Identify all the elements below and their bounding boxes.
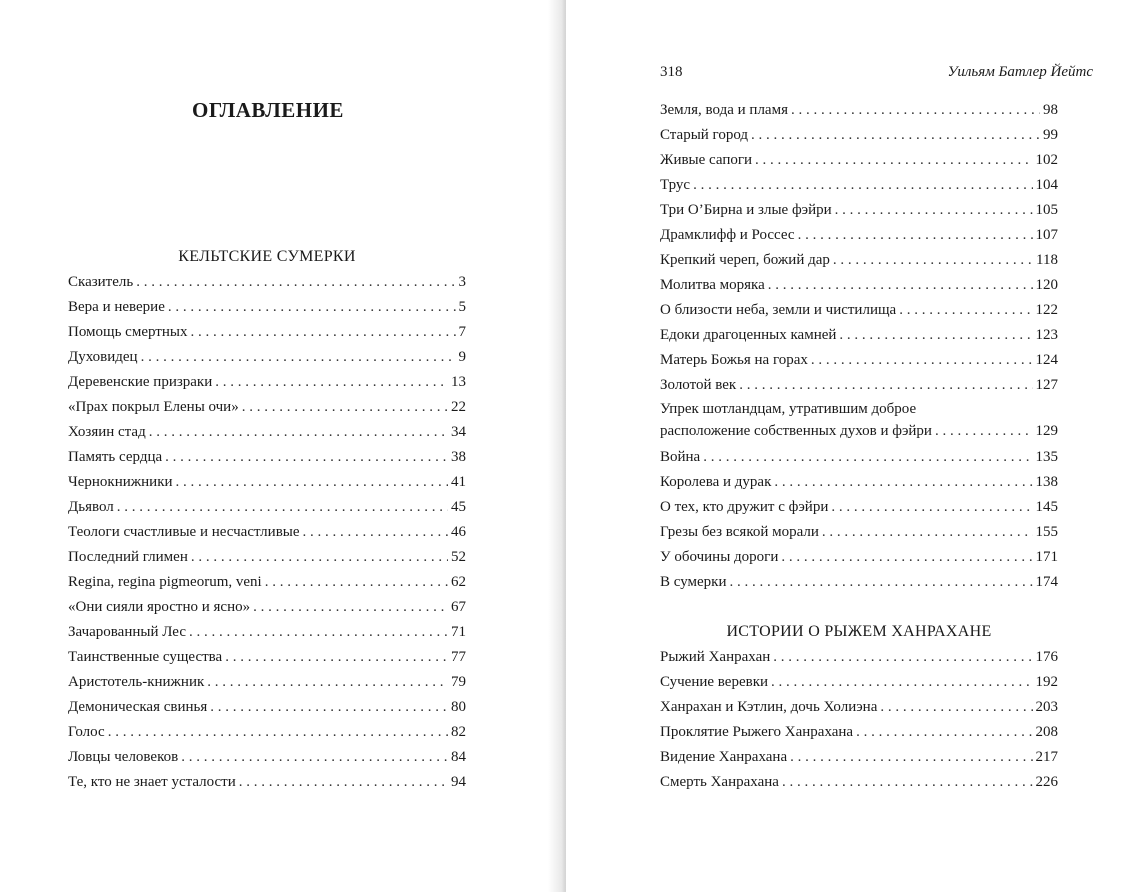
toc-entry[interactable] [68,320,466,345]
dot-leader [833,248,1033,273]
toc-entry-title: Зачарованный Лес [68,624,186,640]
dot-leader [811,348,1033,373]
toc-entry[interactable] [68,570,466,595]
toc-entry-page: 77 [451,649,466,665]
toc-entry-page: 127 [1035,377,1058,393]
dot-leader [210,695,448,720]
toc-entry[interactable] [660,445,1058,470]
toc-entry-title: расположение собственных духов и фэйри [660,423,932,439]
dot-leader [782,770,1033,795]
toc-entry-title: Живые сапоги [660,152,753,168]
toc-entry[interactable] [660,470,1058,495]
toc-entry-page: 203 [1035,699,1058,715]
toc-entry-page: 3 [458,274,466,290]
dot-leader [790,745,1032,770]
toc-entry-page: 62 [451,574,466,590]
toc-entry-title: Сучение веревки [660,674,769,690]
toc-entry-title: Дьявол [68,499,114,515]
toc-entry-title: Те, кто не знает усталости [68,774,236,790]
toc-entry[interactable] [68,620,466,645]
toc-entry-title: Трус [660,177,691,193]
toc-entry-title: У обочины дороги [660,549,779,565]
toc-entry-title: Видение Ханрахана [660,749,788,765]
toc-entry-title: Чернокнижники [68,474,173,490]
toc-entry-title: О близости неба, земли и чистилища [660,302,897,318]
toc-entry-title: Regina, regina pigmeorum, veni [68,574,262,590]
toc-entry-page: 5 [458,299,466,315]
toc-entry-page: 98 [1043,102,1058,118]
running-head: Уильям Батлер Йейтс [947,64,1093,80]
toc-entry-title: Три О’Бирна и злые фэйри [660,202,832,218]
toc-entry[interactable] [660,148,1058,173]
toc-entry[interactable] [68,520,466,545]
toc-entry-title: Грезы без всякой морали [660,524,819,540]
toc-entry-page: 217 [1035,749,1058,765]
toc-entry-page: 171 [1035,549,1058,565]
dot-leader [856,720,1032,745]
dot-leader [189,620,448,645]
dot-leader [239,770,448,795]
dot-leader [149,420,448,445]
toc-entry[interactable] [68,270,466,295]
dot-leader [176,470,448,495]
toc-entry-page: 84 [451,749,466,765]
toc-entry[interactable] [660,273,1058,298]
toc-entry[interactable] [660,720,1058,745]
toc-entry-title: Хозяин стад [68,424,146,440]
toc-entry-page: 99 [1043,127,1058,143]
dot-leader [935,420,1033,442]
dot-leader [831,495,1032,520]
toc-entry-page: 107 [1035,227,1058,243]
dot-leader [168,295,456,320]
right-page [566,0,1131,892]
toc-entry[interactable] [68,545,466,570]
toc-entry[interactable] [660,670,1058,695]
toc-entry[interactable] [660,520,1058,545]
dot-leader [835,198,1033,223]
dot-leader [207,670,448,695]
toc-entry-title: Молитва моряка [660,277,765,293]
toc-entry[interactable] [68,595,466,620]
toc-entry-title: Крепкий череп, божий дар [660,252,830,268]
toc-list-long [660,398,1058,445]
toc-entry[interactable] [68,495,466,520]
toc-entry-page: 129 [1035,423,1058,439]
toc-entry[interactable] [660,223,1058,248]
dot-leader [773,645,1032,670]
dot-leader [798,223,1033,248]
toc-entry-page: 124 [1035,352,1058,368]
toc-entry-title: В сумерки [660,574,727,590]
dot-leader [768,273,1033,298]
toc-entry-page: 226 [1035,774,1058,790]
toc-entry-page: 46 [451,524,466,540]
toc-list [660,445,1058,595]
toc-entry-title: Деревенские призраки [68,374,213,390]
dot-leader [117,495,448,520]
toc-entry[interactable] [68,470,466,495]
toc-entry-page: 123 [1035,327,1058,343]
toc-entry[interactable] [660,570,1058,595]
toc-entry-page: 71 [451,624,466,640]
toc-entry-title: Золотой век [660,377,737,393]
toc-entry-page: 79 [451,674,466,690]
dot-leader [899,298,1032,323]
toc-list [68,270,466,795]
toc-entry-page: 7 [458,324,466,340]
dot-leader [774,470,1032,495]
toc-entry-title: Матерь Божья на горах [660,352,808,368]
toc-entry-title: Ловцы человеков [68,749,179,765]
toc-entry[interactable] [660,173,1058,198]
toc-entry[interactable] [660,248,1058,273]
dot-leader [839,323,1032,348]
toc-entry-title: Аристотель-книжник [68,674,205,690]
toc-entry-title: Смерть Ханрахана [660,774,779,790]
toc-entry-title: Помощь смертных [68,324,188,340]
toc-entry[interactable] [68,745,466,770]
toc-entry[interactable] [68,345,466,370]
toc-entry[interactable] [68,645,466,670]
section-title: ИСТОРИИ О РЫЖЕМ ХАНРАХАНЕ [726,623,992,640]
toc-entry-title: О тех, кто дружит с фэйри [660,499,829,515]
toc-entry-title: «Они сияли яростно и ясно» [68,599,251,615]
toc-entry-page: 80 [451,699,466,715]
dot-leader [190,320,455,345]
toc-entry-title: Сказитель [68,274,134,290]
toc-entry-page: 9 [458,349,466,365]
toc-entry-page: 138 [1035,474,1058,490]
toc-entry-page: 94 [451,774,466,790]
dot-leader [265,570,448,595]
toc-entry[interactable] [660,495,1058,520]
dot-leader [771,670,1032,695]
dot-leader [242,395,448,420]
dot-leader [693,173,1032,198]
toc-entry-page: 34 [451,424,466,440]
toc-entry-title: Память сердца [68,449,163,465]
dot-leader [729,570,1032,595]
toc-entry-title: Упрек шотландцам, утратившим доброе [660,401,917,417]
toc-entry-title: Война [660,449,701,465]
toc-entry[interactable] [68,770,466,795]
toc-entry-page: 41 [451,474,466,490]
toc-entry-page: 105 [1035,202,1058,218]
toc-entry-title: Голос [68,724,105,740]
dot-leader [703,445,1032,470]
toc-entry[interactable] [68,445,466,470]
toc-entry-page: 176 [1035,649,1058,665]
toc-entry[interactable] [660,348,1058,373]
dot-leader [822,520,1033,545]
toc-entry-page: 38 [451,449,466,465]
toc-entry-page: 45 [451,499,466,515]
toc-entry[interactable] [68,695,466,720]
toc-list [660,98,1058,398]
toc-entry-title: Старый город [660,127,749,143]
dot-leader [215,370,448,395]
dot-leader [225,645,448,670]
toc-entry-title: Духовидец [68,349,138,365]
dot-leader [136,270,455,295]
toc-entry[interactable] [660,373,1058,398]
toc-title: ОГЛАВЛЕНИЕ [192,98,344,122]
toc-entry-page: 192 [1035,674,1058,690]
toc-entry[interactable] [68,295,466,320]
toc-entry-title: Королева и дурак [660,474,772,490]
toc-entry-page: 102 [1035,152,1058,168]
toc-entry-title: Ханрахан и Кэтлин, дочь Холиэна [660,699,878,715]
toc-entry-title: Едоки драгоценных камней [660,327,837,343]
toc-entry[interactable] [660,123,1058,148]
toc-entry[interactable] [68,720,466,745]
toc-entry[interactable] [68,670,466,695]
toc-entry[interactable] [660,695,1058,720]
toc-entry[interactable] [660,98,1058,123]
dot-leader [165,445,448,470]
toc-entry-title: Земля, вода и пламя [660,102,788,118]
toc-entry-title: Драмклифф и Россес [660,227,795,243]
toc-entry-page: 52 [451,549,466,565]
toc-entry-page: 13 [451,374,466,390]
dot-leader [781,545,1032,570]
dot-leader [181,745,448,770]
toc-entry[interactable] [660,545,1058,570]
dot-leader [739,373,1032,398]
toc-entry[interactable] [68,370,466,395]
toc-entry[interactable] [660,745,1058,770]
dot-leader [751,123,1040,148]
dot-leader [880,695,1032,720]
toc-entry-page: 67 [451,599,466,615]
toc-entry[interactable] [660,398,1058,445]
toc-entry[interactable] [660,645,1058,670]
toc-entry[interactable] [660,770,1058,795]
dot-leader [191,545,448,570]
toc-entry-title: Демоническая свинья [68,699,208,715]
dot-leader [108,720,448,745]
toc-entry-page: 135 [1035,449,1058,465]
dot-leader [303,520,448,545]
dot-leader [141,345,456,370]
toc-entry[interactable] [68,420,466,445]
toc-entry-title: «Прах покрыл Елены очи» [68,399,239,415]
dot-leader [253,595,448,620]
dot-leader [755,148,1032,173]
toc-entry-page: 82 [451,724,466,740]
toc-entry-title: Таинственные существа [68,649,223,665]
toc-entry[interactable] [660,298,1058,323]
toc-entry-page: 22 [451,399,466,415]
toc-list [660,645,1058,795]
toc-entry-title: Проклятие Рыжего Ханрахана [660,724,854,740]
dot-leader [791,98,1040,123]
toc-entry-title: Последний глимен [68,549,188,565]
toc-entry[interactable] [68,395,466,420]
toc-entry[interactable] [660,323,1058,348]
toc-entry-page: 118 [1036,252,1058,268]
toc-entry-page: 120 [1035,277,1058,293]
toc-entry-title: Теологи счастливые и несчастливые [68,524,300,540]
toc-entry-page: 145 [1035,499,1058,515]
toc-entry-page: 104 [1035,177,1058,193]
toc-entry-page: 122 [1035,302,1058,318]
toc-entry-page: 208 [1035,724,1058,740]
page-number: 318 [660,64,683,80]
toc-entry-page: 155 [1035,524,1058,540]
toc-entry-title: Вера и неверие [68,299,165,315]
section-title: КЕЛЬТСКИЕ СУМЕРКИ [178,248,356,265]
toc-entry-title: Рыжий Ханрахан [660,649,771,665]
toc-entry[interactable] [660,198,1058,223]
toc-entry-page: 174 [1035,574,1058,590]
